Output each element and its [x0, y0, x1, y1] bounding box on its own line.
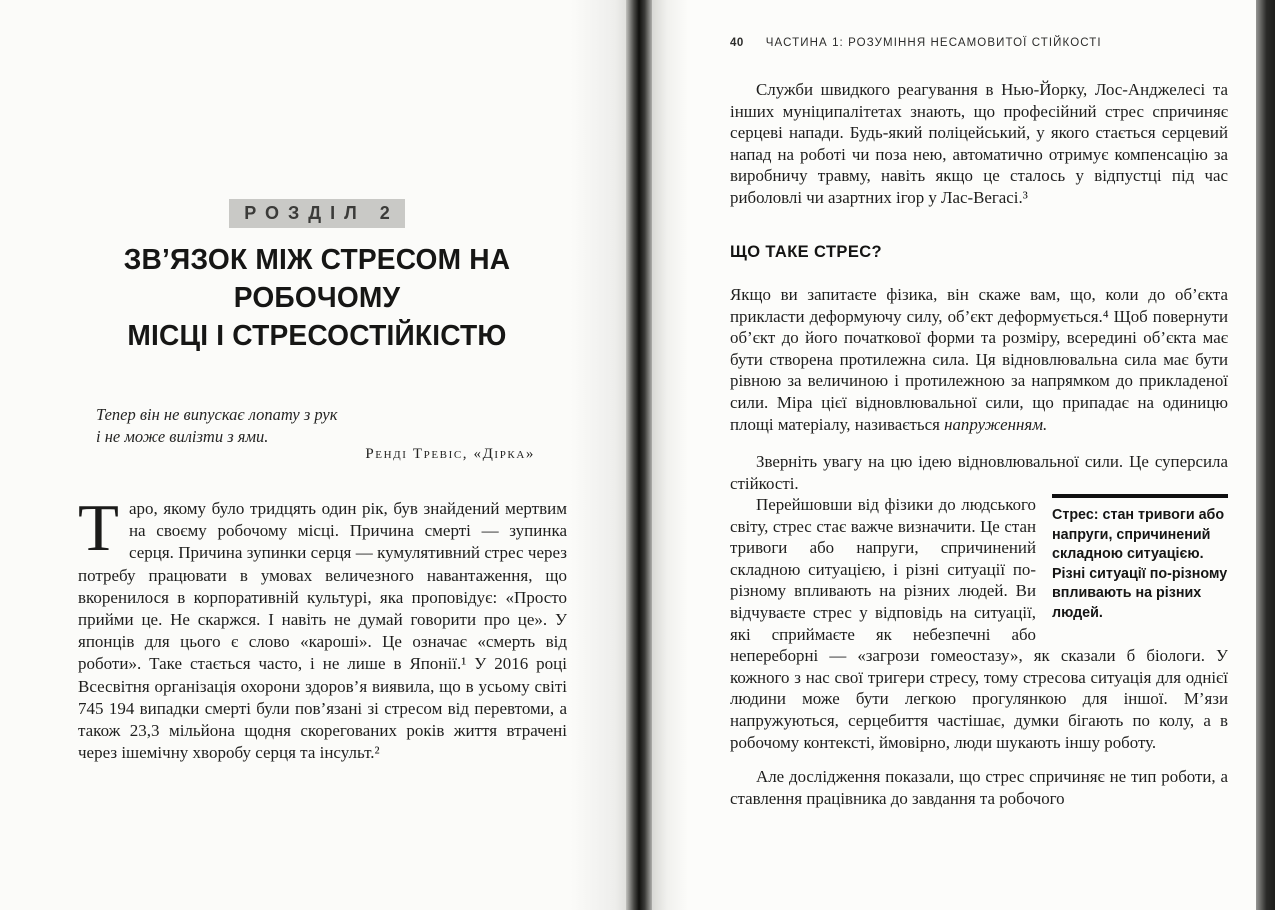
book-spine-gutter: [626, 0, 652, 910]
page-stack-edge: [1256, 0, 1275, 910]
paragraph-human-stress-text: Перейшовши від фізики до людського світу, стрес стає важче визначити. Це стан тривоги або напруги, спричинений складною ситуацією, і різні ситуації по-різному впливають на різних людей. Ви відчуваєте стрес у відповідь на ситуації, які сприймаєте як небезпечні або непереборні — «загрози гомеостазу», як сказали б біологи. У кожного з нас свої тригери стресу, тому стресова ситуація для однієї людини може бути легкою прогулянкою для іншої. М’язи напружуються, серцебиття частішає, думки бігають по колу, а в робочому контексті, ймовірно, люди шукають іншу роботу.: [730, 495, 1228, 752]
chapter-title-line-1: ЗВ’ЯЗОК МІЖ СТРЕСОМ НА РОБОЧОМУ: [123, 244, 511, 314]
paragraph-research-findings: Але дослідження показали, що стрес спричиняє не тип роботи, а ставлення працівника до завдання та робочого: [730, 767, 1228, 808]
left-page: [0, 0, 634, 910]
chapter-title-line-2: МІСЦІ І СТРЕСОСТІЙКІСТЮ: [127, 320, 507, 352]
definition-body: стан тривоги або напруги, спричинений складною ситуацією. Різні ситуації по-різному впливають на різних людей.: [1052, 507, 1228, 621]
running-header: [730, 37, 1230, 49]
chapter-opening-paragraph: [78, 491, 567, 764]
definition-term: Стрес:: [1052, 507, 1103, 523]
epigraph-line-2: і не може вилізти з ями.: [96, 427, 269, 446]
right-page: [652, 0, 1256, 910]
drop-cap: Т: [78, 491, 119, 565]
chapter-title: [30, 241, 604, 355]
paragraph-physics-main: Якщо ви запитаєте фізика, він скаже вам, що, коли до об’єкта прикласти деформуючу силу, об’єкт деформується.⁴ Щоб повернути об’єкт до його початкової форми та розміру, всередині об’єкта має бути створена протилежна сила. Ця відновлювальна сила має бути рівною за величиною і протилежною за напрямком до прикладеної сили. Міра цієї відновлювальної сили, що припадає на одиницю площі матеріалу, називається: [730, 285, 1228, 434]
paragraph-restoring-force: Зверніть увагу на цю ідею відновлювальної сили. Це суперсила стійкості.: [730, 452, 1228, 493]
epigraph: [96, 404, 337, 448]
epigraph-attribution: Ренді Тревіс, «Дірка»: [365, 446, 535, 462]
section-heading-what-is-stress: ЩО ТАКЕ СТРЕС?: [730, 243, 883, 261]
epigraph-line-1: Тепер він не випускає лопату з рук: [96, 405, 338, 424]
page-number: 40: [730, 37, 744, 49]
chapter-opening-text: аро, якому було тридцять один рік, був знайдений мертвим на своєму робочому місці. Причина смерті — зупинка серця. Причина зупинки серця — кумулятивний стрес через потребу працювати в умовах величезного навантаження, що вкоренилося в корпоративній культурі, яка проповідує: «Просто прийми це. Не скаржся. І навіть не думай говорити про це». У японців для цього є слово «кароші». Це означає «смерть від роботи». Таке стається часто, і не лише в Японії.¹ У 2016 році Всесвітня організація охорони здоров’я виявила, що в усьому світі 745 194 випадки смерті були пов’язані зі стресом від перевтоми, а також 23,3 мільйона щодня скорегованих років життя втрачені через ішемічну хворобу серця та інсульт.²: [78, 499, 567, 763]
paragraph-human-stress: [730, 494, 1228, 753]
chapter-label-container: [0, 199, 634, 228]
chapter-number-label: РОЗДІЛ 2: [229, 199, 405, 228]
running-header-title: ЧАСТИНА 1: РОЗУМІННЯ НЕСАМОВИТОЇ СТІЙКОСТІ: [765, 37, 1102, 49]
paragraph-physics-italic-term: напруженням.: [944, 414, 1048, 434]
paragraph-first-responders: Служби швидкого реагування в Нью-Йорку, Лос-Анджелесі та інших муніципалітетах знають, що професійний стрес спричиняє серцеві напади. Будь-який поліцейський, у якого стається серцевий напад на роботі чи поза нею, автоматично отримує компенсацію за виробничу травму, навіть якщо це сталось у відпустці під час риболовлі чи азартних ігор у Лас-Вегасі.³: [730, 80, 1228, 207]
paragraph-physics-definition: [730, 284, 1228, 435]
definition-box: [1052, 494, 1228, 623]
